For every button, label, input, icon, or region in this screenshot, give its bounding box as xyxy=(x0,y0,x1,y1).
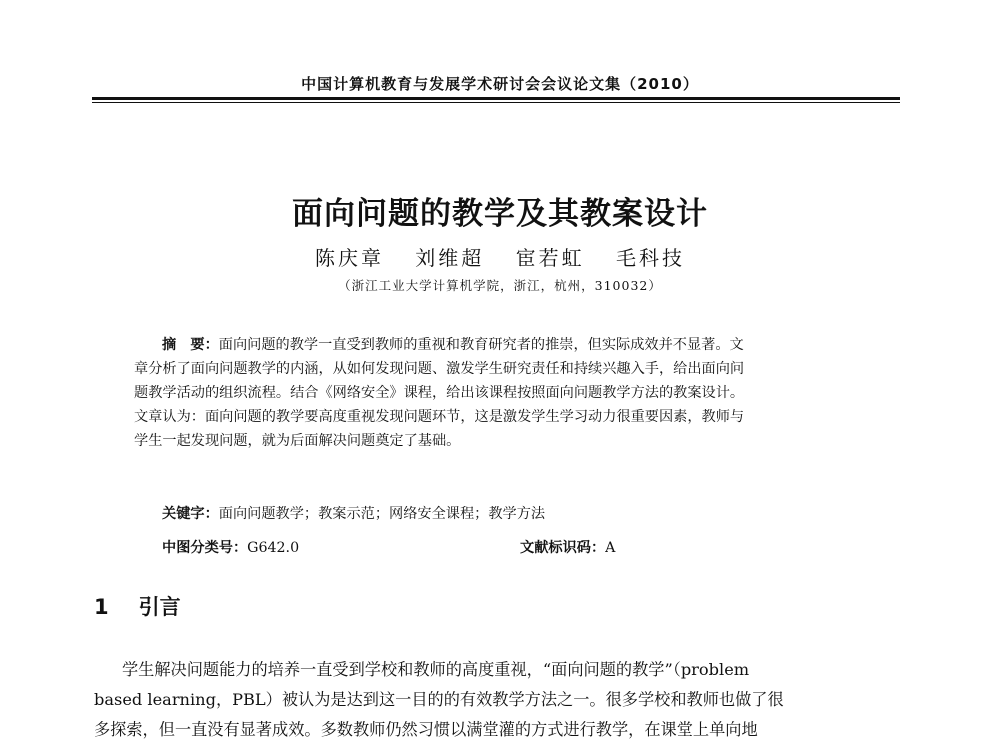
abstract-line xyxy=(134,333,866,357)
section-body xyxy=(94,655,900,745)
body-line: 学生解决问题能力的培养一直受到学校和教师的高度重视，“面向问题的教学”（problem xyxy=(122,660,750,679)
abstract-line: 学生一起发现问题，就为后面解决问题奠定了基础。 xyxy=(134,433,461,449)
document-code-value: A xyxy=(605,540,616,556)
section-title: 引言 xyxy=(138,595,181,619)
section-heading xyxy=(94,591,181,621)
abstract-line: 文章认为：面向问题的教学要高度重视发现问题环节，这是激发学生学习动力很重要因素，教师与 xyxy=(134,409,745,425)
header-rule-thin xyxy=(92,102,900,103)
abstract-line: 章分析了面向问题教学的内涵，从如何发现问题、激发学生研究责任和持续兴趣入手，给出面向问 xyxy=(134,361,745,377)
keywords-label: 关键字： xyxy=(162,506,219,522)
paper-authors: 陈庆章 刘维超 宦若虹 毛科技 xyxy=(314,246,686,270)
proceedings-header: 中国计算机教育与发展学术研讨会会议论文集（2010） xyxy=(301,75,699,93)
keywords-value: 面向问题教学；教案示范；网络安全课程；教学方法 xyxy=(218,506,546,522)
abstract-text: 面向问题的教学一直受到教师的重视和教育研究者的推崇，但实际成效并不显著。文 xyxy=(218,337,744,353)
paper-affiliation: （浙江工业大学计算机学院，浙江，杭州，310032） xyxy=(338,278,662,293)
abstract-label: 摘 要： xyxy=(162,337,219,353)
header-rule-thick xyxy=(92,97,900,100)
keywords-line xyxy=(162,503,545,523)
classification-label: 中图分类号： xyxy=(162,540,248,556)
document-code-line xyxy=(520,537,615,557)
document-code-label: 文献标识码： xyxy=(520,540,606,556)
body-line: 多探索，但一直没有显著成效。多数教师仍然习惯以满堂灌的方式进行教学，在课堂上单向地 xyxy=(94,720,758,739)
classification-value: G642.0 xyxy=(247,540,300,556)
section-number: 1 xyxy=(94,595,109,619)
abstract-block xyxy=(134,333,866,453)
paper-title: 面向问题的教学及其教案设计 xyxy=(292,196,708,232)
abstract-line: 题教学活动的组织流程。结合《网络安全》课程，给出该课程按照面向问题教学方法的教案设计。 xyxy=(134,385,745,401)
body-line: based learning，PBL）被认为是达到这一目的的有效教学方法之一。很多学校和教师也做了很 xyxy=(94,690,784,709)
classification-line xyxy=(162,537,299,557)
